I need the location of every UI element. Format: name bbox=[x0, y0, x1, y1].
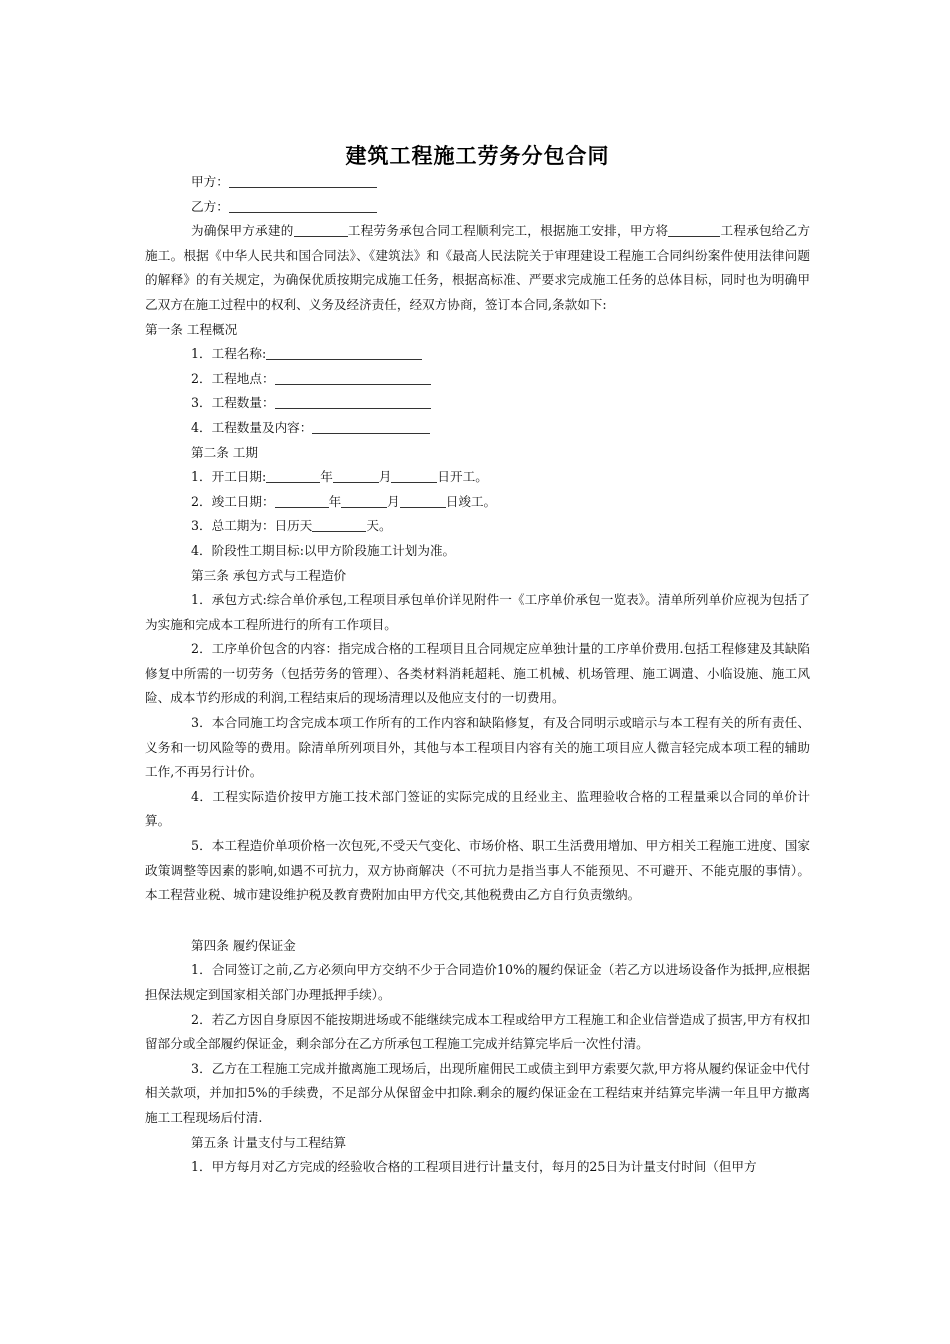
day-label: 日竣工。 bbox=[445, 493, 497, 509]
article-4-paragraph-2: 2．若乙方因自身原因不能按期进场或不能继续完成本工程或给甲方工程施工和企业信誉造成了损害,甲方有权扣留部分或全部履约保证金，剩余部分在乙方所承包工程施工完成并结算完毕后一次性付清。 bbox=[145, 1011, 810, 1052]
item-label: 2．竣工日期： bbox=[191, 493, 275, 509]
month-label: 月 bbox=[378, 469, 392, 485]
intro-text-3: 工程承包给乙方施工。根据《中华人民共和国合同法》、《建筑法》和《最高人民法院关于审理建设工程施工合同纠纷案件使用法律问题的解释》的有关规定，为确保优质按期完成施工任务，根据高标准、严要求完成施工任务的总体目标，同时也为明确甲乙双方在施工过程中的权利、义务及经济责任，经双方协商，签订本合同,条款如下: bbox=[145, 223, 811, 312]
day-unit: 天。 bbox=[366, 518, 392, 534]
article-4-paragraph-1: 1．合同签订之前,乙方必须向甲方交纳不少于合同造价10%的履约保证金（若乙方以进场设备作为抵押,应根据担保法规定到国家相关部门办理抵押手续）。 bbox=[145, 962, 810, 1002]
article-2-item-4: 4．阶段性工期目标:以甲方阶段施工计划为准。 bbox=[191, 542, 456, 558]
article-3-paragraph-3: 3．本合同施工均含完成本项工作所有的工作内容和缺陷修复，有及合同明示或暗示与本工程有关的所有责任、义务和一切风险等的费用。除清单所列项目外，其他与本工程项目内容有关的施工项目应人微言轻完成本项工程的辅助工作,不再另行计价。 bbox=[145, 715, 810, 780]
article-5-heading: 第五条 计量支付与工程结算 bbox=[191, 1134, 347, 1150]
article-4-paragraph-3: 3．乙方在工程施工完成并撤离施工现场后，出现所雇佣民工或债主到甲方索要欠款,甲方将从履约保证金中代付相关款项，并加扣5%的手续费，不足部分从保留金中扣除.剩余的履约保证金在工程结束并结算完毕满一年且甲方撤离施工工程现场后付清. bbox=[145, 1060, 810, 1125]
party-b-line bbox=[145, 195, 810, 220]
intro-paragraph bbox=[145, 219, 810, 317]
article-4-heading: 第四条 履约保证金 bbox=[191, 937, 296, 953]
article-3-paragraph-1: 1．承包方式:综合单价承包,工程项目承包单价详见附件一《工序单价承包一览表》。清单所列单价应视为包括了为实施和完成本工程所进行的所有工作项目。 bbox=[145, 592, 810, 632]
article-1-item-4 bbox=[145, 416, 810, 441]
article-1-item-2 bbox=[145, 367, 810, 392]
party-b-blank[interactable] bbox=[229, 198, 377, 213]
project-quantity-blank[interactable] bbox=[275, 394, 431, 409]
item-label: 1．开工日期: bbox=[191, 469, 267, 485]
article-2-heading: 第二条 工期 bbox=[191, 444, 258, 460]
document-body bbox=[145, 170, 810, 1180]
project-name-blank[interactable] bbox=[266, 345, 422, 360]
item-label: 3．工程数量： bbox=[191, 395, 275, 411]
intro-text-1: 为确保甲方承建的 bbox=[191, 223, 294, 239]
project-location-blank[interactable] bbox=[275, 370, 431, 385]
end-year-blank[interactable] bbox=[275, 493, 329, 508]
day-label: 日开工。 bbox=[437, 469, 488, 485]
article-2-item-3 bbox=[145, 514, 810, 539]
article-2-item-1 bbox=[145, 465, 810, 490]
total-days-blank[interactable] bbox=[312, 517, 366, 532]
article-1-item-1 bbox=[145, 342, 810, 367]
article-5-paragraph-1: 1．甲方每月对乙方完成的经验收合格的工程项目进行计量支付，每月的25日为计量支付时间（但甲方 bbox=[191, 1159, 757, 1175]
end-day-blank[interactable] bbox=[400, 493, 446, 508]
item-label: 2．工程地点： bbox=[191, 370, 275, 386]
article-3-paragraph-2: 2．工序单价包含的内容：指完成合格的工程项目且合同规定应单独计量的工序单价费用.包括工程修建及其缺陷修复中所需的一切劳务（包括劳务的管理）、各类材料消耗超耗、施工机械、机场管理、施工调遣、小临设施、施工风险、成本节约形成的利润,工程结束后的现场清理以及他应支付的一切费用。 bbox=[145, 641, 810, 706]
article-3-heading: 第三条 承包方式与工程造价 bbox=[191, 567, 347, 583]
year-label: 年 bbox=[320, 469, 333, 485]
year-label: 年 bbox=[328, 493, 342, 509]
intro-blank-2[interactable] bbox=[668, 222, 720, 237]
end-month-blank[interactable] bbox=[341, 493, 387, 508]
party-a-blank[interactable] bbox=[229, 173, 377, 188]
project-content-blank[interactable] bbox=[312, 419, 430, 434]
article-2-item-2 bbox=[145, 490, 810, 515]
start-year-blank[interactable] bbox=[266, 468, 320, 483]
item-label: 3．总工期为：日历天 bbox=[191, 518, 313, 534]
article-3-paragraph-4: 4．工程实际造价按甲方施工技术部门签证的实际完成的且经业主、监理验收合格的工程量乘以合同的单价计算。 bbox=[145, 788, 810, 829]
start-month-blank[interactable] bbox=[333, 468, 379, 483]
month-label: 月 bbox=[387, 493, 400, 509]
intro-blank-1[interactable] bbox=[294, 222, 348, 237]
article-3-paragraph-5: 5．本工程造价单项价格一次包死,不受天气变化、市场价格、职工生活费用增加、甲方相关工程施工进度、国家政策调整等因素的影响,如遇不可抗力，双方协商解决（不可抗力是指当事人不能预见、不可避开、不能克服的事情）。本工程营业税、城市建设维护税及教育费附加由甲方代交,其他税费由乙方自行负责缴纳。 bbox=[145, 838, 810, 903]
start-day-blank[interactable] bbox=[391, 468, 437, 483]
party-a-label: 甲方： bbox=[191, 174, 229, 189]
article-1-heading: 第一条 工程概况 bbox=[145, 321, 238, 337]
party-a-line bbox=[145, 170, 810, 195]
party-b-label: 乙方： bbox=[191, 198, 229, 214]
item-label: 1．工程名称: bbox=[191, 346, 267, 362]
intro-text-2: 工程劳务承包合同工程顺利完工，根据施工安排，甲方将 bbox=[347, 223, 669, 239]
section-spacer bbox=[145, 908, 810, 934]
article-1-item-3 bbox=[145, 391, 810, 416]
document-title: 建筑工程施工劳务分包合同 bbox=[345, 144, 610, 168]
item-label: 4．工程数量及内容： bbox=[191, 419, 313, 435]
